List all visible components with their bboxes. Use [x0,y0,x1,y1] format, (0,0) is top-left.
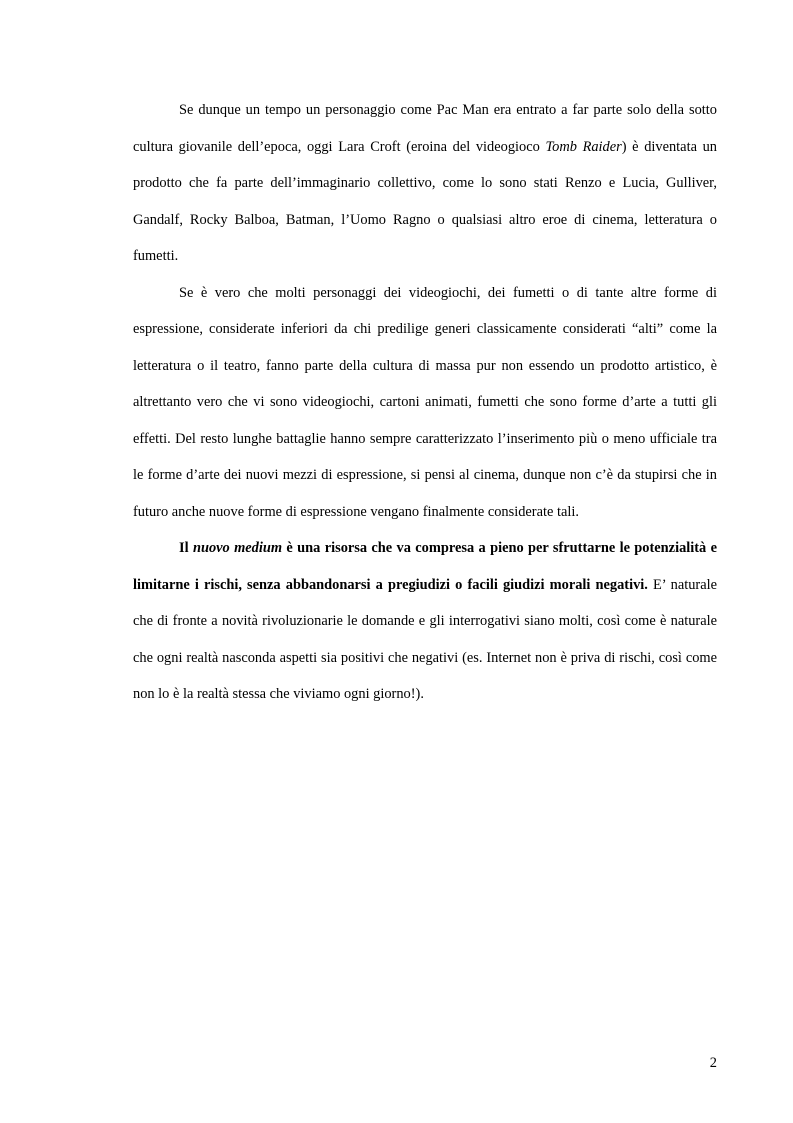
paragraph-3 [133,530,717,713]
page-number: 2 [709,1055,717,1071]
paragraph-3-bold-b: è una risorsa che va compresa a pieno per sfruttarne le potenzialità e limitarne i rischi, senza abbandonarsi a pregiudizi o facili giudizi morali negativi. [133,540,717,593]
paragraph-1 [133,92,717,275]
paragraph-3-normal: E’ naturale che di fronte a novità rivoluzionarie le domande e gli interrogativi siano molti, così come è naturale che ogni realtà nasconda aspetti sia positivi che negativi (es. Internet non è priva di rischi, così come non lo è la realtà stessa che viviamo ogni giorno!). [133,576,717,702]
paragraph-3-bold-italic: nuovo medium [192,540,283,556]
paragraph-3-bold-a: Il [179,540,193,556]
game-title-tomb-raider: Tomb Raider [545,138,622,155]
paragraph-1-text-c: ) è diventata un prodotto che fa parte dell’immaginario collettivo, come lo sono stati Renzo e Lucia, Gulliver, Gandalf, Rocky Balboa, Batman, l’Uomo Ragno o qualsiasi altro eroe di cinema, letteratura o fumetti. [133,138,717,264]
paragraph-1-text-a: Se dunque un tempo un personaggio come Pac Man era entrato a far parte solo della sotto cultura giovanile dell’epoca, oggi Lara Croft (eroina del videogioco [133,102,717,155]
paragraph-3-bold-italic-wrap [193,540,282,556]
paragraph-2: Se è vero che molti personaggi dei videogiochi, dei fumetti o di tante altre forme di espressione, considerate inferiori da chi predilige generi classicamente considerati “alti” come la letteratura o il teatro, fanno parte della cultura di massa pur non essendo un prodotto artistico, è altrettanto vero che vi sono videogiochi, cartoni animati, fumetti che sono forme d’arte a tutti gli effetti. Del resto lunghe battaglie hanno sempre caratterizzato l’inserimento più o meno ufficiale tra le forme d’arte dei nuovi mezzi di espressione, si pensi al cinema, dunque non c’è da stupirsi che in futuro anche nuove forme di espressione vengano finalmente considerate tali. [133,284,717,520]
body-text [133,92,717,713]
